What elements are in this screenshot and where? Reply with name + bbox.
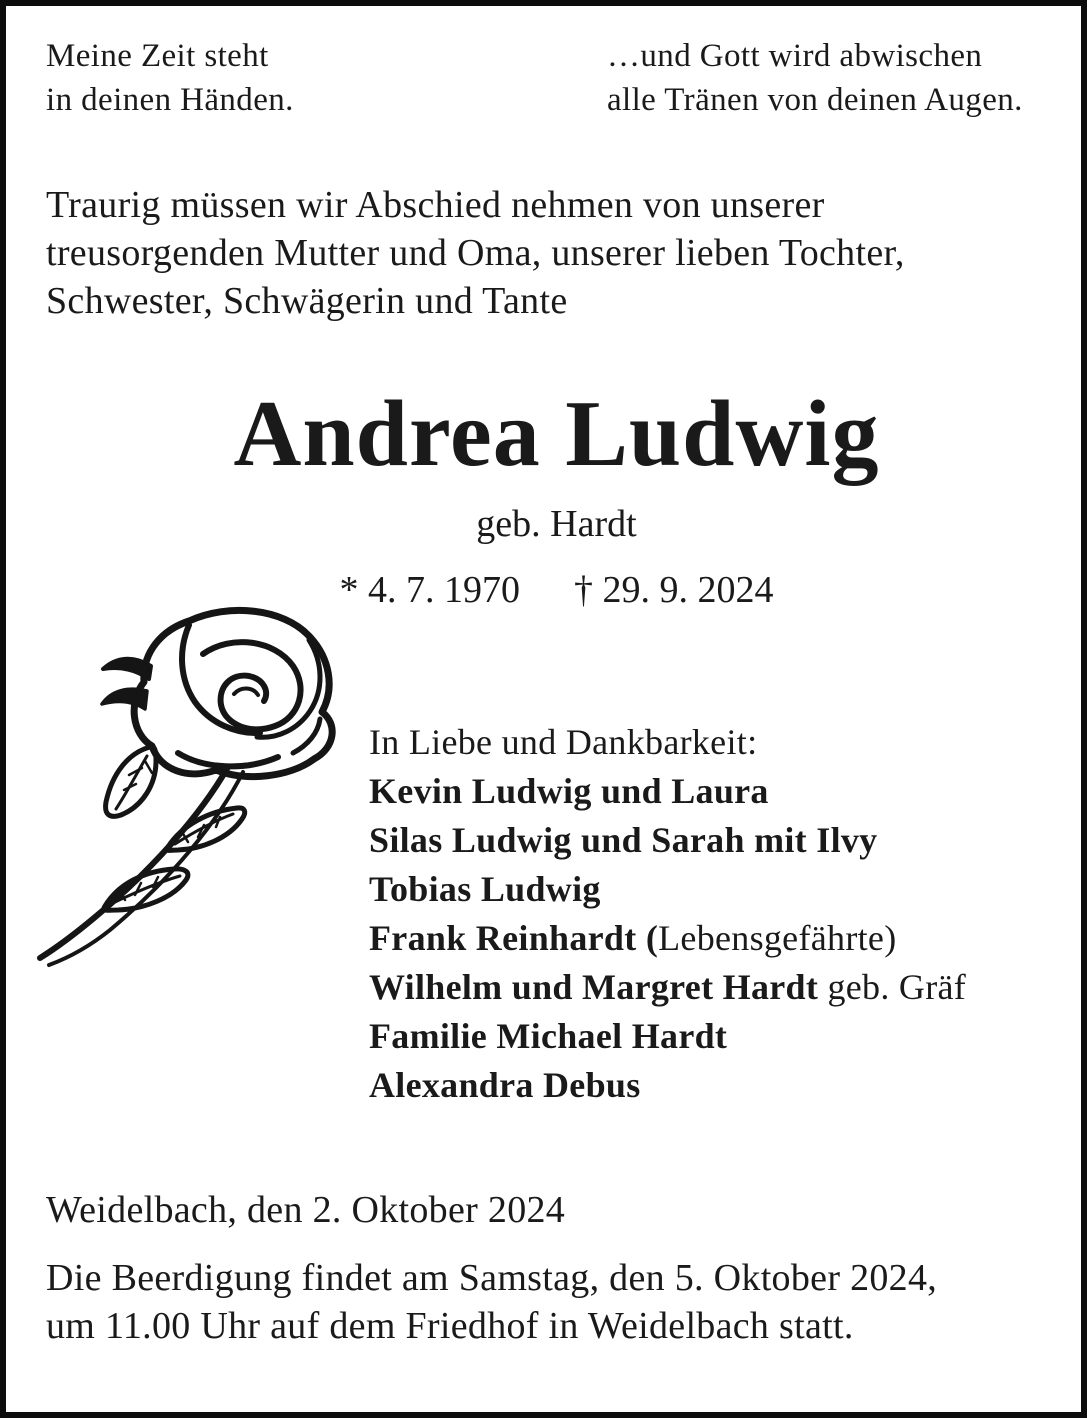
birth-date: * 4. 7. 1970 xyxy=(339,569,520,611)
funeral-line1: Die Beerdigung findet am Samstag, den 5. Oktober 2024, xyxy=(46,1257,938,1299)
mourner-line xyxy=(369,1061,966,1110)
mourner-name: Kevin Ludwig und Laura xyxy=(369,771,769,811)
mourner-name: Frank Reinhardt ( xyxy=(369,918,659,958)
maiden-name: geb. Hardt xyxy=(476,503,637,545)
place-date-line: Weidelbach, den 2. Oktober 2024 xyxy=(46,1189,566,1231)
deceased-name: Andrea Ludwig xyxy=(233,382,880,486)
mourner-name: Silas Ludwig und Sarah mit Ilvy xyxy=(369,820,878,860)
mourner-line xyxy=(369,865,966,914)
epigraph-left-line1: Meine Zeit steht xyxy=(46,38,269,74)
funeral-line2: um 11.00 Uhr auf dem Friedhof in Weidelbach statt. xyxy=(46,1305,854,1347)
deceased-block xyxy=(6,384,1087,612)
mourner-line xyxy=(369,963,966,1012)
mourner-line xyxy=(369,816,966,865)
mourner-note: Lebensgefährte) xyxy=(658,918,897,958)
mourner-line xyxy=(369,1012,966,1061)
epigraph-right-line1: …und Gott wird abwischen xyxy=(607,38,983,74)
epigraph-left xyxy=(46,34,294,122)
mourners-heading: In Liebe und Dankbarkeit: xyxy=(369,722,758,762)
mourner-name: Familie Michael Hardt xyxy=(369,1016,728,1056)
funeral-info xyxy=(46,1254,937,1350)
intro-line3: Schwester, Schwägerin und Tante xyxy=(46,280,568,322)
epigraph-left-line2: in deinen Händen. xyxy=(46,82,294,118)
mourner-line xyxy=(369,767,966,816)
intro-line1: Traurig müssen wir Abschied nehmen von unserer xyxy=(46,184,825,226)
mourner-name: Wilhelm und Margret Hardt xyxy=(369,967,819,1007)
intro-paragraph xyxy=(46,181,905,325)
intro-line2: treusorgenden Mutter und Oma, unserer lieben Tochter, xyxy=(46,232,905,274)
mourner-line xyxy=(369,914,966,963)
mourners-list xyxy=(369,718,966,1110)
death-date: † 29. 9. 2024 xyxy=(574,569,774,611)
rose-illustration xyxy=(32,606,354,972)
rose-icon xyxy=(32,606,354,972)
mourner-name: Tobias Ludwig xyxy=(369,869,601,909)
mourner-note: geb. Gräf xyxy=(818,967,967,1007)
epigraph-right xyxy=(607,34,1023,122)
mourner-name: Alexandra Debus xyxy=(369,1065,641,1105)
epigraph-right-line2: alle Tränen von deinen Augen. xyxy=(607,82,1023,118)
